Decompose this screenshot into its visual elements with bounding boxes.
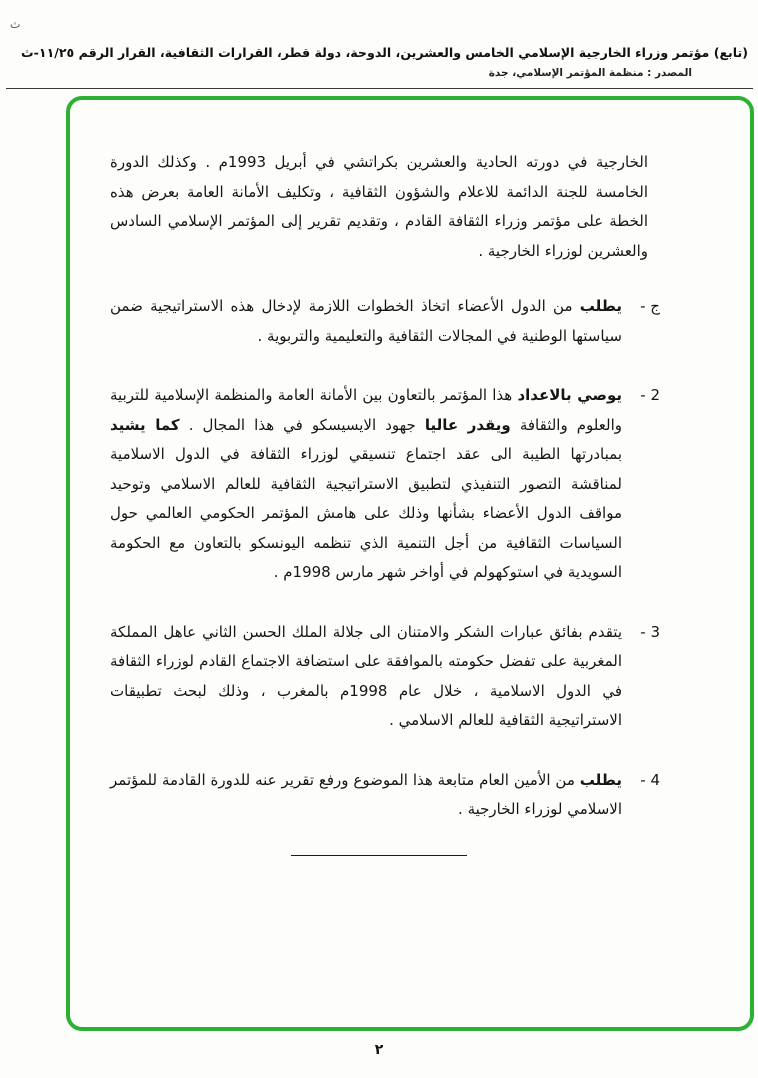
item-marker: 4 - xyxy=(640,770,660,789)
item-marker: 2 - xyxy=(640,386,660,404)
resolution-items xyxy=(110,292,660,825)
list-item xyxy=(110,381,660,588)
intro-paragraph: الخارجية في دورته الحادية والعشرين بكراتشي في أبريل 1993م . وكذلك الدورة الخامسة للجنة الدائمة للاعلام والشؤون الثقافية ، وتكليف الأمانة العامة بعرض هذه الخطة على مؤتمر وزراء الثقافة القادم ، وتقديم تقرير إلى المؤتمر الإسلامي السادس والعشرين لوزراء الخارجية . xyxy=(110,153,648,260)
header-source: المصدر : منظمة المؤتمر الإسلامي، جدة xyxy=(488,67,692,80)
item-marker: ج - xyxy=(640,297,660,315)
item-text: يتقدم بفائق عبارات الشكر والامتنان الى جلالة الملك الحسن الثاني عاهل المملكة المغربية على تفضل حكومته بالموافقة على استضافة الاجتماع القادم لوزراء الثقافة في الدول الاسلامية ، خلال عام 1998م بالمغرب ، وذلك لبحث تطبيقات الاستراتيجية الثقافية للعالم الاسلامي . xyxy=(110,622,622,729)
list-item xyxy=(110,766,660,825)
header-title: (تابع) مؤتمر وزراء الخارجية الإسلامي الخامس والعشرين، الدوحة، دولة قطر، القرارات الثقافية، القرار الرقم ١١/٢٥-ث xyxy=(21,45,748,60)
header-divider xyxy=(6,88,753,89)
end-divider xyxy=(291,855,467,856)
list-item xyxy=(110,618,660,736)
item-text: يوصي بالاعداد هذا المؤتمر بالتعاون بين الأمانة العامة والمنظمة الإسلامية للتربية والعلوم والثقافة ويقدر عاليا جهود الايسيسكو في هذا المجال . كما يشيد بمبادرتها الطيبة الى عقد اجتماع تنسيقي لوزراء الثقافة في الدول الاسلامية لمناقشة التصور التنفيذي لتطبيق الاستراتيجية الثقافية للعالم الاسلامي وتوحيد مواقف الدول الأعضاء بشأنها وذلك على هامش المؤتمر الحكومي العالمي حول السياسات الثقافية من أجل التنمية الذي تنظمه اليونسكو بالتعاون مع الحكومة السويدية في استوكهولم في أواخر شهر مارس 1998م . xyxy=(110,386,622,581)
corner-mark: ث xyxy=(10,18,21,31)
document-header xyxy=(10,44,748,79)
item-marker: 3 - xyxy=(640,622,660,641)
item-text: يطلب من الأمين العام متابعة هذا الموضوع ورفع تقرير عنه للدورة القادمة للمؤتمر الاسلامي لوزراء الخارجية . xyxy=(110,770,622,818)
item-text: يطلب من الدول الأعضاء اتخاذ الخطوات اللازمة لإدخال هذه الاستراتيجية ضمن سياستها الوطنية في المجالات الثقافية والتعليمية والتربوية . xyxy=(110,297,622,345)
document-body xyxy=(110,148,660,856)
list-item xyxy=(110,292,660,351)
page-number: ٢ xyxy=(374,1042,384,1058)
